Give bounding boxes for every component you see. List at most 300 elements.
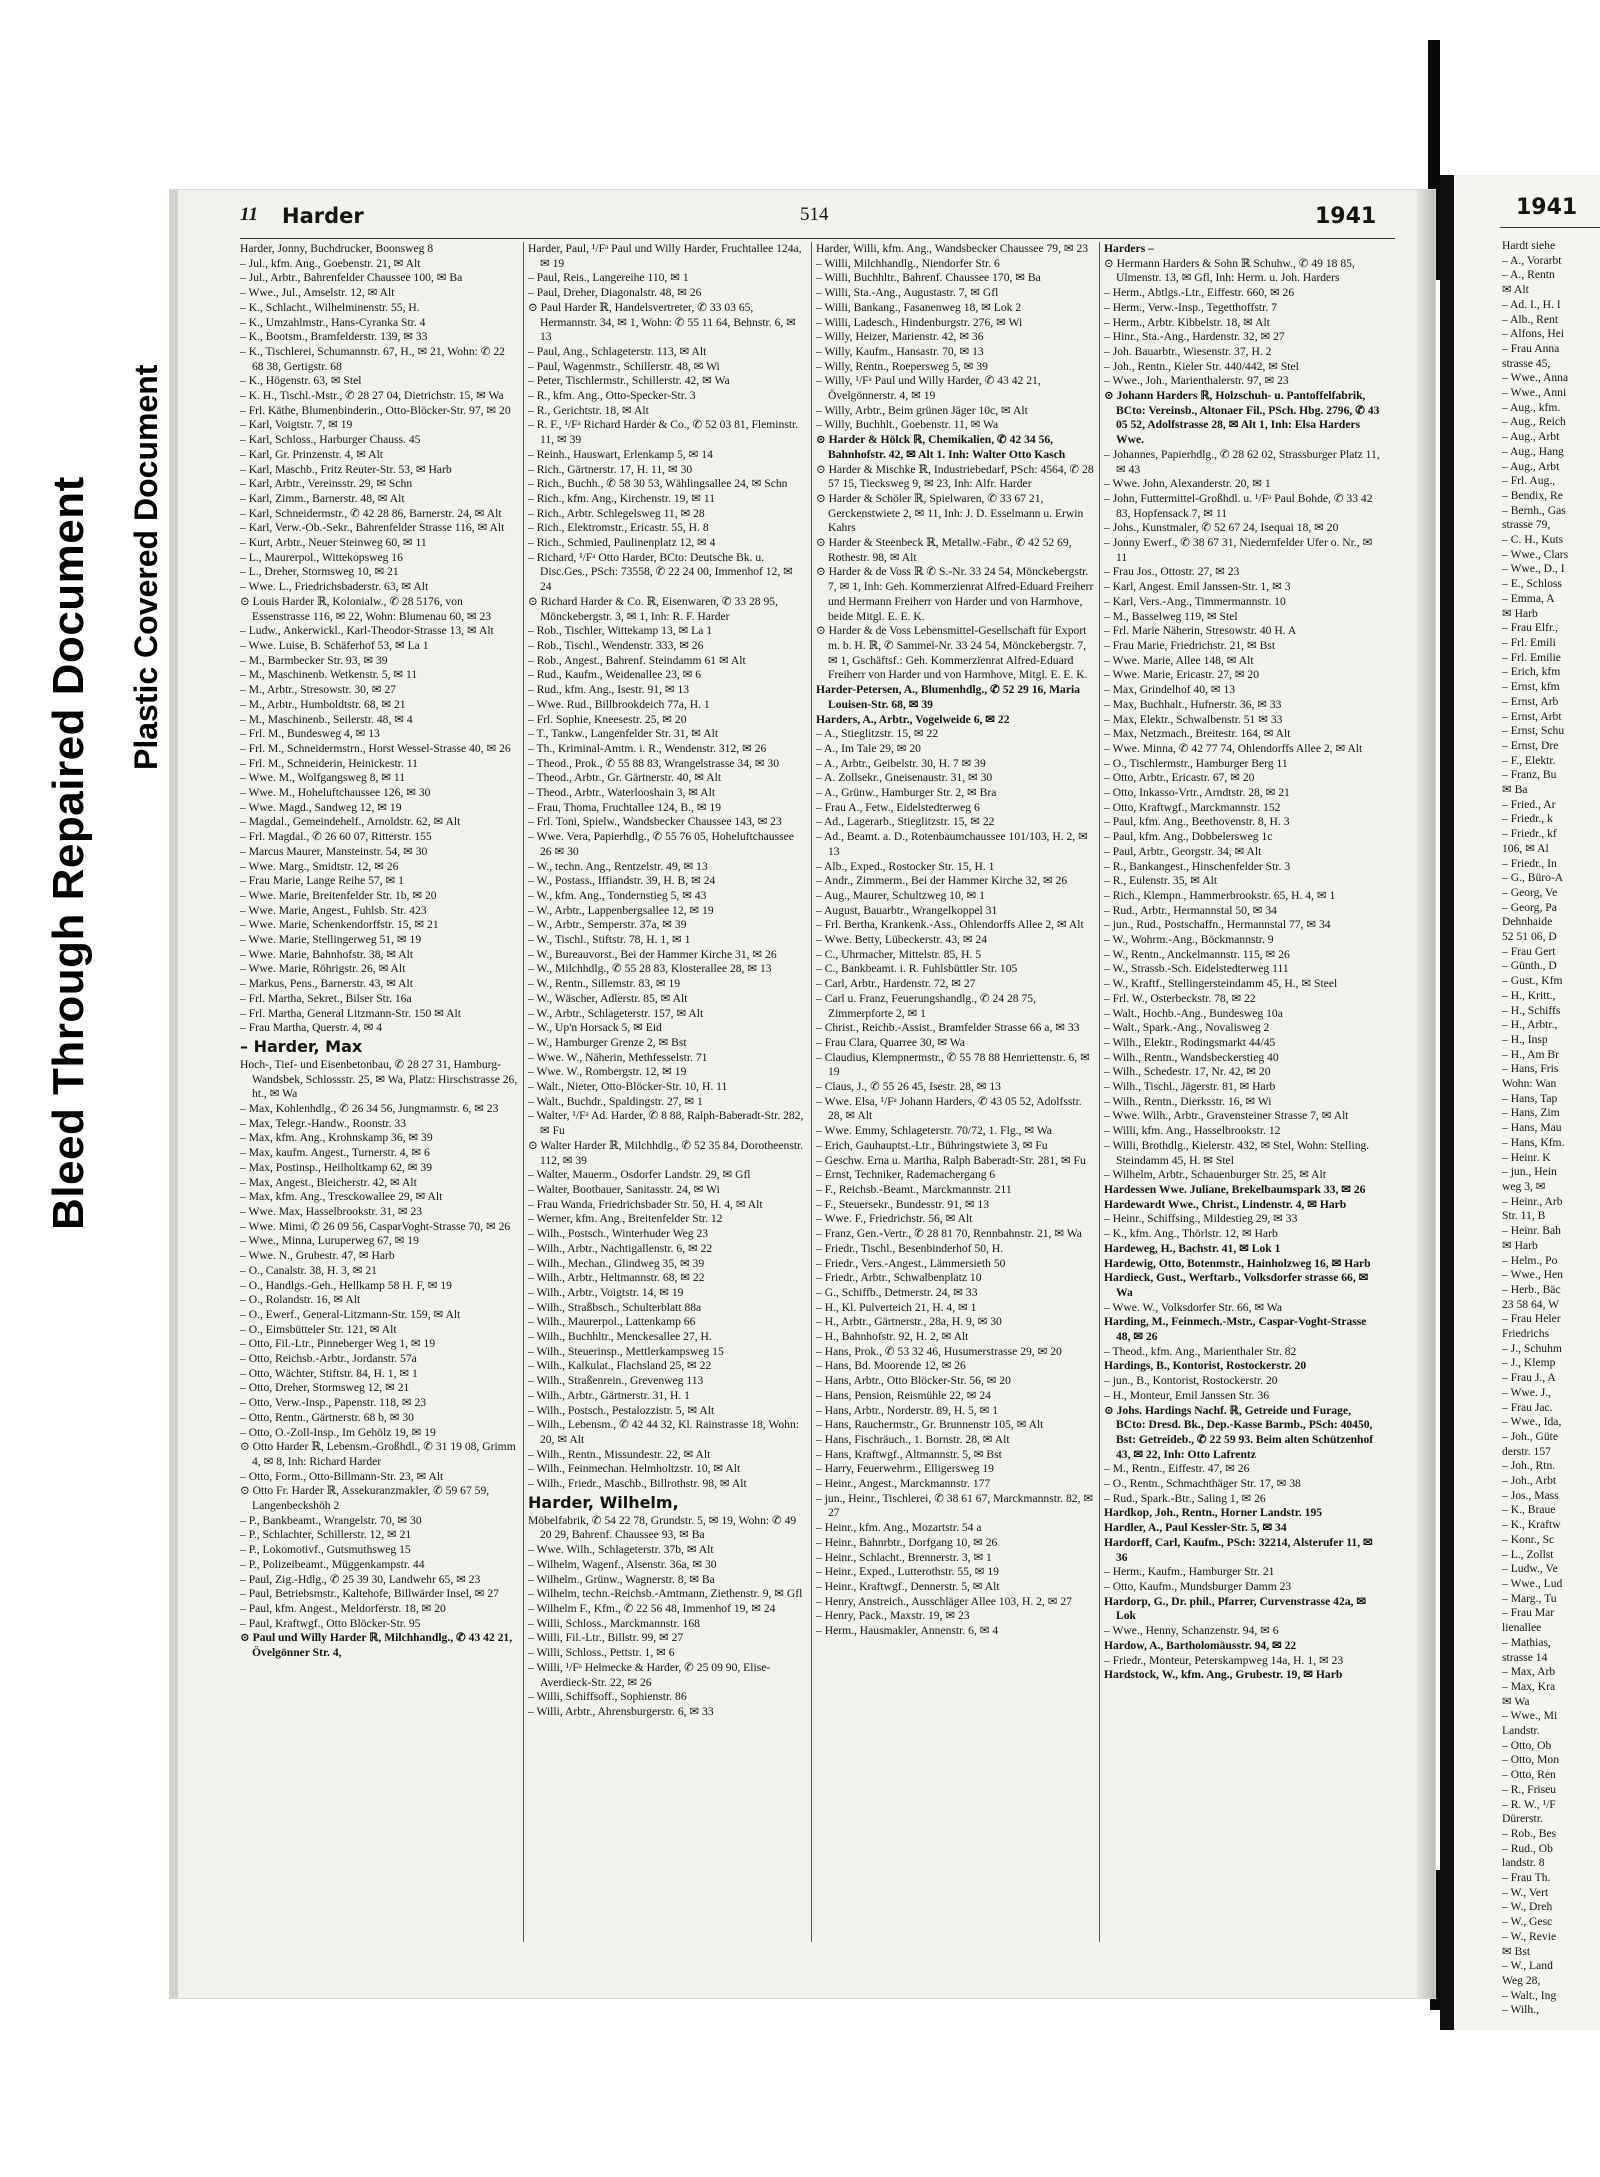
directory-entry: – T., Tankw., Langenfelder Str. 31, ✉ Alt [528,727,719,741]
directory-entry: – Rud., Kaufm., Weidenallee 23, ✉ 6 [528,668,702,682]
directory-entry: – Heinr., Exped., Lutterothstr. 55, ✉ 19 [816,1565,999,1579]
directory-entry: – Wwe. L., Friedrichsbaderstr. 63, ✉ Alt [240,580,429,594]
directory-entry: – Wwe., Ida, [1502,1415,1562,1429]
directory-entry: – W., Tischl., Stiftstr. 78, H. 1, ✉ 1 [528,933,691,947]
directory-entry: – Paul, kfm. Ang., Beethovenstr. 8, H. 3 [1104,815,1290,829]
directory-entry: – Willi, Brothdlg., Kielerstr. 432, ✉ Stel, Wohn: Stelling. Steindamm 45, H. ✉ Stel [1104,1138,1370,1167]
directory-entry: – R., Eulenstr. 35, ✉ Alt [1104,874,1218,888]
directory-entry: – Joh., Güte [1502,1429,1559,1443]
directory-entry: – Heinr., Kraftwgf., Dennerstr. 5, ✉ Alt [816,1579,1000,1593]
directory-entry: – Frl. Aug., [1502,474,1556,488]
directory-entry: landstr. 8 [1502,1856,1545,1870]
directory-entry: – R., kfm. Ang., Otto-Specker-Str. 3 [528,389,696,403]
directory-entry: – P., Lokomotivf., Gutsmuthsweg 15 [240,1543,411,1557]
directory-entry: – Max, Buchhalt., Hufnerstr. 36, ✉ 33 [1104,697,1282,711]
directory-entry: – Franz, Gen.-Vertr., ✆ 28 81 70, Rennbahnstr. 21, ✉ Wa [816,1227,1082,1241]
directory-entry: – R., Friseu [1502,1782,1557,1796]
directory-entry: – Walter, Bootbauer, Sanitasstr. 24, ✉ Wi [528,1183,720,1196]
directory-entry: – Friedr., Vers.-Angest., Lämmersieth 50 [816,1256,1006,1270]
directory-entry: – Erich, kfm [1502,665,1561,679]
directory-entry: – Wilh., Maurerpol., Lattenkamp 66 [528,1315,696,1329]
directory-entry: – Rich., Buchh., ✆ 58 30 53, Wählingsallee 24, ✉ Schn [528,477,788,491]
directory-entry: ⊙ Paul und Willy Harder ℝ, Milchhandlg., ✆ 43 42 21, Övelgönner Str. 4, [240,1631,513,1660]
directory-entry: – Walt., Hochb.-Ang., Bundesweg 10a [1104,1006,1283,1020]
directory-entry: – Ernst, kfm [1502,680,1560,694]
directory-entry: – Otto, Ob [1502,1738,1552,1752]
directory-entry: – A., Rentn [1502,268,1555,282]
directory-entry: – Otto, Form., Otto-Billmann-Str. 23, ✉ Alt [240,1469,444,1483]
directory-entry: – J., Klemp [1502,1356,1556,1370]
directory-entry: – Karl, Angest. Emil Janssen-Str. 1, ✉ 3 [1104,580,1291,594]
directory-entry: – Frau Marie, Friedrichstr. 21, ✉ Bst [1104,638,1276,652]
directory-entry: – W., kfm. Ang., Tondernstieg 5, ✉ 43 [528,888,707,902]
directory-entry: – Frau Anna [1502,341,1560,355]
directory-entry: – Friedr., Tischl., Besenbinderhof 50, H. [816,1241,1004,1255]
directory-entry: – Johannes, Papierhdlg., ✆ 28 62 02, Strassburger Platz 11, ✉ 43 [1104,447,1380,476]
directory-entry: – A., Vorarbt [1502,253,1562,267]
directory-entry: – Rich., Klempn., Hammerbrookstr. 65, H. 4, ✉ 1 [1104,888,1336,902]
directory-entry: – M., Barmbecker Str. 93, ✉ 39 [240,653,388,667]
directory-entry: – M., Basselweg 119, ✉ Stel [1104,609,1238,623]
directory-entry: Harder, Wilhelm, [528,1492,679,1512]
directory-entry: strasse 45, [1502,356,1551,370]
directory-entry: Harding, M., Feinmech.-Mstr., Caspar-Voght-Strasse 48, ✉ 26 [1104,1315,1367,1344]
directory-entry: Weg 28, [1502,1973,1541,1987]
directory-entry: – Rich., Schmied, Paulinenplatz 12, ✉ 4 [528,536,716,550]
directory-entry: – L., Dreher, Stormsweg 10, ✉ 21 [240,565,399,579]
directory-entry: – Wwe. Rud., Billbrookdeich 77a, H. 1 [528,697,710,711]
directory-entry: – Willi, Schiffsoff., Sophienstr. 86 [528,1690,687,1704]
directory-entry: – Wwe. Emmy, Schlageterstr. 70/72, 1. Flg., ✉ Wa [816,1124,1052,1138]
directory-entry: – Willi, Milchhandlg., Niendorfer Str. 6 [816,256,1000,270]
directory-entry: – Paul, Zig.-Hdlg., ✆ 25 39 30, Landwehr 65, ✉ 23 [240,1572,481,1586]
directory-entry: – K., Högenstr. 63, ✉ Stel [240,374,362,388]
directory-entry: – Hans, Mau [1502,1121,1562,1135]
directory-entry: – Wwe. Mimi, ✆ 26 09 56, CasparVoght-Strasse 70, ✉ 26 [240,1219,511,1233]
directory-entry: – Paul, Betriebsmstr., Kaltehofe, Billwärder Insel, ✉ 27 [240,1587,499,1601]
directory-entry: – Alb., Exped., Rostocker Str. 15, H. 1 [816,859,995,873]
directory-entry: – Max, Netzmach., Breitestr. 164, ✉ Alt [1104,727,1291,741]
directory-entry: – Max, Kohlenhdlg., ✆ 26 34 56, Jungmannstr. 6, ✉ 23 [240,1102,499,1116]
directory-entry: – Wwe. W., Volksdorfer Str. 66, ✉ Wa [1104,1300,1282,1314]
directory-entry: – Markus, Pens., Barnerstr. 43, ✉ Alt [240,977,413,991]
directory-entry: – Ad., Lagerarb., Stieglitzstr. 15, ✉ 22 [816,815,995,829]
directory-entry: – Wilh., Postsch., Winterhuder Weg 23 [528,1227,709,1241]
page-header [170,198,1435,238]
directory-entry: – Wilh., Friedr., Maschb., Billrothstr. 98, ✉ Alt [528,1477,747,1491]
directory-entry: – W., Arbtr., Lappenbergsallee 12, ✉ 19 [528,903,714,917]
directory-entry: Hardstock, W., kfm. Ang., Grubestr. 19, ✉ Harb [1104,1668,1343,1682]
directory-entry: – R. W., ¹/F [1502,1797,1556,1811]
directory-entry: – Karl, Verw.-Ob.-Sekr., Bahrenfelder Strasse 116, ✉ Alt [240,521,505,535]
directory-entry: ⊙ Paul Harder ℝ, Handelsvertreter, ✆ 33 03 65, Hermannstr. 34, ✉ 1, Wohn: ✆ 55 11 64, Behnstr. 6, ✉ 13 [528,300,796,344]
directory-entry: – K., Tischlerei, Schumannstr. 67, H., ✉ 21, Wohn: ✆ 22 68 38, Gertigstr. 68 [240,344,505,373]
directory-entry: 106, ✉ Al [1502,841,1549,855]
directory-entry: – Wwe., Jul., Amselstr. 12, ✉ Alt [240,286,395,300]
directory-entry: – A., Stieglitzstr. 15, ✉ 22 [816,727,939,741]
directory-entry: – Ludw., Ankerwickl., Karl-Theodor-Strasse 13, ✉ Alt [240,624,494,638]
directory-entry: – Christ., Reichb.-Assist., Bramfelder Strasse 66 a, ✉ 33 [816,1021,1080,1035]
directory-entry: – Willi, Schloss., Pettstr. 1, ✉ 6 [528,1646,675,1660]
directory-entry: – Rud., Spark.-Btr., Saling 1, ✉ 26 [1104,1491,1266,1505]
directory-entry: – Wwe. Marie, Angest., Fuhlsb. Str. 423 [240,903,427,917]
directory-entry: – Wwe. Marie, Breitenfelder Str. 1b, ✉ 20 [240,888,437,902]
directory-entry: – Willy, Arbtr., Beim grünen Jäger 10c, ✉ Alt [816,403,1028,417]
directory-entry: – Hans, Tap [1502,1091,1558,1105]
directory-entry: – Georg, Pa [1502,900,1557,914]
directory-entry: – Peter, Tischlermstr., Schillerstr. 42, ✉ Wa [528,374,730,388]
directory-entry: strasse 14 [1502,1650,1548,1664]
directory-entry: – H., Schiffs [1502,1003,1561,1017]
directory-entry: – Geschw. Erna u. Martha, Ralph Baberadt-Str. 281, ✉ Fu [816,1153,1086,1167]
directory-entry: – Willi, Bankang., Fasanenweg 18, ✉ Lok 2 [816,300,1022,314]
directory-entry: – Alfons, Hei [1502,327,1565,341]
directory-entry: – C. H., Kuts [1502,533,1564,547]
directory-entry: – Frau Th. [1502,1871,1551,1885]
directory-entry: Harder, Willi, kfm. Ang., Wandsbecker Chaussee 79, ✉ 23 [816,242,1089,255]
directory-entry: – Franz, Bu [1502,768,1557,782]
directory-entry: – Frau Marie, Lange Reihe 57, ✉ 1 [240,874,404,888]
directory-entry: – Willi, ¹/Fᵃ Helmecke & Harder, ✆ 25 09 90, Elise-Averdieck-Str. 22, ✉ 26 [528,1660,771,1689]
directory-entry: – Wilh., Lebensm., ✆ 42 44 32, Kl. Rainstrasse 18, Wohn: 20, ✉ Alt [528,1418,799,1446]
column-3 [816,242,1094,1942]
directory-entry: – Willi, Ladesch., Hindenburgstr. 276, ✉ Wi [816,315,1023,329]
directory-entry: ⊙ Louis Harder ℝ, Kolonialw., ✆ 28 5176, von Essenstrasse 116, ✉ 22, Wohn: Blumenau 60, ✉ 23 [240,594,492,623]
directory-entry: – Aug., Arbt [1502,459,1560,473]
directory-entry: Dürerstr. [1502,1812,1543,1826]
directory-entry: – M., Maschinenb. Wetkenstr. 5, ✉ 11 [240,668,418,682]
directory-entry: – W., Postass., Iffiandstr. 39, H. B, ✉ 24 [528,874,716,888]
directory-entry: – Kurt, Arbtr., Neuer Steinweg 60, ✉ 11 [240,536,427,550]
directory-entry: ⊙ Johann Harders ℝ, Holzschuh- u. Pantoffelfabrik, BCto: Vereinsb., Altonaer Fil., PSch. Hbg. 2796, ✆ 43 05 52, Adolfstrasse 28, ✉ Alt 1, Inh: Elsa Harders Wwe. [1104,389,1380,447]
directory-entry: – O., Canalstr. 38, H. 3, ✉ 21 [240,1263,377,1277]
directory-entry: – W., Rentn., Sillemstr. 83, ✉ 19 [528,977,681,991]
column-divider [1099,242,1100,1942]
directory-entry: – Wwe. Marie, Allee 148, ✉ Alt [1104,653,1254,667]
directory-entry: Hardings, B., Kontorist, Rostockerstr. 20 [1104,1359,1307,1373]
directory-entry: ⊙ Harder & Schöler ℝ, Spielwaren, ✆ 33 67 21, Gerckenstwiete 2, ✉ 11, Inh: J. D. Esselmann u. Erwin Kahrs [816,491,1084,535]
directory-entry: – Wwe. Magd., Sandweg 12, ✉ 19 [240,800,402,814]
directory-entry: – Frl. Emili [1502,635,1556,649]
directory-entry: – Rob., Tischler, Wittekamp 13, ✉ La 1 [528,624,713,638]
directory-entry: – Reinh., Hauswart, Erlenkamp 5, ✉ 14 [528,447,713,461]
directory-entry: – Herm., Abtlgs.-Ltr., Eiffestr. 660, ✉ 26 [1104,286,1295,300]
directory-entry: Landstr. [1502,1724,1540,1738]
directory-entry: ⊙ Harder & Hölck ℝ, Chemikalien, ✆ 42 34 56, Bahnhofstr. 42, ✉ Alt 1. Inh: Walter Otto Kasch [816,433,1066,461]
directory-entry: – Jonny Ewerf., ✆ 38 67 31, Niedernfelder Ufer o. Nr., ✉ 11 [1104,536,1373,564]
directory-entry: – Frau Wanda, Friedrichsbader Str. 50, H. 4, ✉ Alt [528,1197,763,1211]
directory-entry: – K. H., Tischl.-Mstr., ✆ 28 27 04, Dietrichstr. 15, ✉ Wa [240,389,504,403]
directory-entry: – P., Polizeibeamt., Müggenkampstr. 44 [240,1557,425,1571]
directory-entry: – Hans, Prok., ✆ 53 32 46, Husumerstrasse 29, ✉ 20 [816,1344,1062,1358]
directory-entry: – Hinr., Sta.-Ang., Hardenstr. 32, ✉ 27 [1104,330,1285,344]
directory-entry: – M., Maschinenb., Seilerstr. 48, ✉ 4 [240,712,413,726]
directory-entry: – Wilh., Steuerinsp., Mettlerkampsweg 15 [528,1344,724,1358]
directory-entry: – Wwe. Max, Hasselbrookstr. 31, ✉ 23 [240,1205,423,1218]
directory-entry: – W., Bureauvorst., Bei der Hammer Kirche 31, ✉ 26 [528,947,777,961]
directory-entry: Wohn: Wan [1502,1077,1557,1091]
directory-entry: – Wwe. Marie, Stellingerweg 51, ✉ 19 [240,933,422,947]
directory-entry: – Wilhelm, Arbtr., Schauenburger Str. 25, ✉ Alt [1104,1168,1327,1182]
directory-entry: – Karl, Zimm., Barnerstr. 48, ✉ Alt [240,491,405,505]
directory-entry: – H., Kritt., [1502,988,1556,1002]
directory-entry: – K., Umzahlmstr., Hans-Cyranka Str. 4 [240,315,426,329]
directory-entry: – Wilh., Rentn., Wandsbeckerstieg 40 [1104,1050,1279,1064]
directory-entry: – H., Bahnhofstr. 92, H. 2, ✉ Alt [816,1330,969,1344]
directory-entry: – H., Kl. Pulverteich 21, H. 4, ✉ 1 [816,1300,977,1314]
directory-entry: Harders – [1104,242,1154,255]
directory-entry: lienallee [1502,1621,1542,1635]
directory-entry: Hardorp, G., Dr. phil., Pfarrer, Curvenstrasse 42a, ✉ Lok [1104,1594,1367,1623]
directory-entry: – Aug., Maurer, Schultzweg 10, ✉ 1 [816,888,985,902]
directory-entry: – Georg, Ve [1502,885,1558,899]
directory-entry: – Herm., Arbtr. Kibbelstr. 18, ✉ Alt [1104,315,1270,329]
directory-entry: – Wwe. Minna, ✆ 42 77 74, Ohlendorffs Allee 2, ✉ Alt [1104,741,1363,755]
directory-entry: – Frl. Käthe, Blumenbinderin., Otto-Blöcker-Str. 97, ✉ 20 [240,403,511,417]
directory-entry: – Ernst, Schu [1502,724,1565,738]
directory-entry: – W., Hamburger Grenze 2, ✉ Bst [528,1035,687,1049]
directory-entry: – Harder, Max [240,1036,363,1056]
directory-entry: – Herm., Verw.-Insp., Tegetthoffstr. 7 [1104,300,1277,314]
directory-entry: – Otto, Fil.-Ltr., Pinneberger Weg 1, ✉ 19 [240,1337,436,1351]
directory-entry: – Otto, O.-Zoll-Insp., Im Gehölz 19, ✉ 19 [240,1425,436,1439]
directory-entry: – Wwe. Marg., Smidtstr. 12, ✉ 26 [240,859,399,873]
directory-entry: – A., Arbtr., Geibelstr. 30, H. 7 ✉ 39 [816,756,986,770]
directory-entry: – Rud., kfm. Ang., Isestr. 91, ✉ 13 [528,683,690,697]
directory-entry: – Helm., Po [1502,1253,1558,1267]
directory-entry: – Wilh., Rentn., Missundestr. 22, ✉ Alt [528,1447,711,1461]
directory-entry: – Carl u. Franz, Feuerungshandlg., ✆ 24 28 75, Zimmerpforte 2, ✉ 1 [816,991,1036,1020]
directory-entry: – W., Arbtr., Schlageterstr. 157, ✉ Alt [528,1006,704,1020]
directory-entry: – Aug., Hang [1502,444,1564,458]
directory-entry: – Wwe. Marie, Ericastr. 27, ✉ 20 [1104,668,1260,682]
directory-entry: – Willy, Kaufm., Hansastr. 70, ✉ 13 [816,344,984,358]
directory-entry: – W., Kraftf., Stellingersteindamm 45, H., ✉ Steel [1104,977,1338,991]
directory-entry: – Max, kfm. Ang., Krohnskamp 36, ✉ 39 [240,1131,433,1145]
directory-entry: – Frau J., A [1502,1371,1556,1385]
directory-entry: – E., Schloss [1502,577,1562,591]
directory-entry: – Wwe. J., [1502,1385,1552,1399]
directory-entry: – Frau Martha, Querstr. 4, ✉ 4 [240,1021,383,1035]
directory-entry: – Karl, Vers.-Ang., Timmermannstr. 10 [1104,594,1286,608]
directory-entry: ⊙ Walter Harder ℝ, Milchhdlg., ✆ 52 35 84, Dorotheenstr. 112, ✉ 39 [528,1138,804,1167]
directory-entry: – R. F., ¹/Fᵃ Richard Harder & Co., ✆ 52 03 81, Fleminstr. 11, ✉ 39 [528,418,799,447]
directory-entry: – Willi, Sta.-Ang., Augustastr. 7, ✉ Gfl [816,286,999,300]
directory-entry: – O., Ewerf., General-Litzmann-Str. 159, ✉ Alt [240,1307,461,1321]
directory-columns [240,242,1390,1942]
directory-entry: – Wwe. Wilh., Schlageterstr. 37b, ✉ Alt [528,1543,714,1557]
directory-entry: – Marcus Maurer, Mansteinstr. 54, ✉ 30 [240,844,428,858]
directory-entry: – Wilh., Rentn., Dierksstr. 16, ✉ Wi [1104,1094,1272,1108]
directory-entry: – W., Revie [1502,1929,1557,1943]
directory-entry: – W., Wäscher, Adlerstr. 85, ✉ Alt [528,991,688,1005]
directory-entry: – Frl. Emilie [1502,650,1561,664]
directory-entry: – Frau Mar [1502,1606,1555,1620]
directory-entry: – Jul., kfm. Ang., Goebenstr. 21, ✉ Alt [240,256,421,270]
directory-entry: – Wilh., Tischl., Jägerstr. 81, ✉ Harb [1104,1080,1276,1094]
directory-entry: – Claudius, Klempnermstr., ✆ 55 78 88 Henriettenstr. 6, ✉ 19 [816,1050,1090,1079]
column-1 [240,242,518,1942]
directory-entry: – Paul, Dreher, Diagonalstr. 48, ✉ 26 [528,286,702,300]
page-edge-shadow [170,190,178,1998]
directory-entry: – Otto, Kaufm., Mundsburger Damm 23 [1104,1579,1292,1593]
directory-entry: – Theod., Arbtr., Waterlooshain 3, ✉ Alt [528,786,716,800]
bleed-through-label: Bleed Through Repaired Document [44,476,93,1230]
directory-entry: – Hans, Kraftwgf., Altmannstr. 5, ✉ Bst [816,1447,1002,1461]
plastic-covered-label: Plastic Covered Document [128,364,164,770]
page-number: 514 [800,204,829,225]
directory-entry: – Willy, Buchhlt., Goebenstr. 11, ✉ Wa [816,418,999,432]
directory-entry: – Alb., Rent [1502,312,1559,326]
directory-entry: Hardow, A., Bartholomäusstr. 94, ✉ 22 [1104,1638,1297,1652]
directory-entry: – Aug., Arbt [1502,430,1560,444]
directory-entry: – jun., Hein [1502,1165,1557,1179]
directory-entry: – M., Rentn., Eiffestr. 47, ✉ 26 [1104,1462,1250,1476]
directory-entry: – Joh., Rtn. [1502,1459,1556,1473]
directory-entry: – Emma, A [1502,591,1555,605]
directory-entry: – Max, kfm. Ang., Tresckowallee 29, ✉ Alt [240,1190,443,1204]
directory-entry: – Karl, Voigtstr. 7, ✉ 19 [240,418,353,432]
directory-entry: – Joh., Rentn., Kieler Str. 440/442, ✉ Stel [1104,359,1299,373]
directory-page [170,190,1435,1998]
directory-entry: – Wwe., Lud [1502,1576,1563,1590]
directory-entry: – Willi, Arbtr., Ahrensburgerstr. 6, ✉ 33 [528,1704,714,1718]
directory-entry: ⊙ Harder & de Voss Lebensmittel-Gesellschaft für Export m. b. H. ℝ, ✆ Sammel-Nr. 33 24 54, Mönckebergstr. 7, ✉ 1, Gschäftsf.: Geh. Kommerzienrat Alfred-Eduard Freiherr von Harder und von Harmhove, Mitgl. E. E. K. [816,624,1088,682]
directory-entry: – O., Rentn., Schmachthäger Str. 17, ✉ 38 [1104,1477,1301,1491]
directory-entry: – O., Eimsbütteler Str. 121, ✉ Alt [240,1322,397,1336]
directory-entry: ⊙ Richard Harder & Co. ℝ, Eisenwaren, ✆ 33 28 95, Mönckebergstr. 3, ✉ 1, Inh: R. F. Harder [528,594,778,623]
directory-entry: Dehnhaide [1502,915,1553,929]
directory-entry: – Ernst, Arbt [1502,709,1562,723]
directory-entry: – Wwe. Luise, B. Schäferhof 53, ✉ La 1 [240,638,429,652]
directory-entry: – Frl. Martha, Sekret., Bilser Str. 16a [240,991,412,1005]
directory-entry: – W., techn. Ang., Rentzelstr. 49, ✉ 13 [528,859,708,873]
directory-entry: – W., Milchhdlg., ✆ 55 28 83, Klosterallee 28, ✉ 13 [528,962,772,976]
directory-entry: – Otto, Ren [1502,1768,1556,1782]
directory-entry: ✉ Wa [1502,1694,1530,1708]
directory-entry: – Hans, Fischräuch., 1. Bornstr. 28, ✉ Alt [816,1432,1010,1446]
directory-entry: – Frl. M., Bundesweg 4, ✉ 13 [240,727,380,741]
directory-entry: – K., kfm. Ang., Thörlstr. 12, ✉ Harb [1104,1227,1278,1241]
adjacent-page [1440,175,1600,2030]
directory-entry: Hardewardt Wwe., Christ., Lindenstr. 4, ✉ Harb [1104,1197,1347,1211]
directory-entry: – Joh., Arbt [1502,1474,1557,1488]
directory-entry: – Frau A., Fetw., Eidelstedterweg 6 [816,800,980,814]
directory-entry: – Wilh., Mechan., Glindweg 35, ✉ 39 [528,1256,705,1270]
directory-entry: Hardkop, Joh., Rentn., Horner Landstr. 195 [1104,1506,1323,1520]
directory-entry: – Karl, Schloss., Harburger Chauss. 45 [240,433,421,447]
directory-entry: derstr. 157 [1502,1444,1551,1458]
page-gutter-shadow [1417,190,1435,1998]
directory-entry: – Otto, Rentn., Gärtnerstr. 68 b, ✉ 30 [240,1410,414,1424]
directory-entry: – Gust., Kfm [1502,974,1563,988]
directory-entry: – Herm., Hausmakler, Annenstr. 6, ✉ 4 [816,1624,999,1638]
directory-entry: – Frau Heler [1502,1312,1561,1326]
directory-entry: – Wilh., Feinmechan. Helmholtzstr. 10, ✉ Alt [528,1462,741,1476]
directory-entry: – Frau Clara, Quarree 30, ✉ Wa [816,1035,965,1049]
directory-entry: – Frl. M., Schneiderin, Heinickestr. 11 [240,756,418,770]
directory-entry: – Ernst, Techniker, Rademachergang 6 [816,1168,996,1182]
directory-entry: – W., Strassb.-Sch. Eidelstedterweg 111 [1104,962,1289,976]
directory-entry: – Wilh., Elektr., Rodingsmarkt 44/45 [1104,1035,1276,1049]
directory-entry: – R., Bankangest., Hinschenfelder Str. 3 [1104,859,1291,873]
directory-entry: – Hans, Rauchermstr., Gr. Brunnenstr 105, ✉ Alt [816,1418,1044,1432]
directory-entry: – G., Büro-A [1502,871,1564,885]
directory-entry: – Rud., Arbtr., Hermannstal 50, ✉ 34 [1104,903,1277,917]
directory-entry: – Otto, Verw.-Insp., Papenstr. 118, ✉ 23 [240,1396,427,1410]
directory-entry: – Willi, kfm. Ang., Hasselbrookstr. 12 [1104,1124,1281,1138]
column-2 [528,242,806,1942]
directory-entry: – Wilh., Arbtr., Nachtigallenstr. 6, ✉ 22 [528,1241,713,1255]
directory-entry: – H., Monteur, Emil Janssen Str. 36 [1104,1388,1270,1402]
directory-entry: – Walt., Buchdr., Spaldingstr. 27, ✉ 1 [528,1094,703,1108]
directory-entry: – K., Kraftw [1502,1518,1561,1532]
directory-entry: – H., Am Br [1502,1047,1560,1061]
directory-entry: Harder, Jonny, Buchdrucker, Boonsweg 8 [240,242,434,255]
directory-entry: – Otto, Kraftwgf., Marckmannstr. 152 [1104,800,1281,814]
directory-entry: – Wilh., Straßenrein., Grevenweg 113 [528,1374,704,1388]
directory-entry: – Rob., Bes [1502,1826,1557,1840]
directory-entry: – W., Vert [1502,1885,1549,1899]
directory-entry: – J., Schuhm [1502,1341,1562,1355]
directory-entry: – Max, Grindelhof 40, ✉ 13 [1104,683,1236,697]
directory-entry: – O., Rolandstr. 16, ✉ Alt [240,1293,361,1307]
directory-entry: – Heinr., Schiffsing., Mildestieg 29, ✉ 33 [1104,1212,1298,1226]
directory-entry: 23 58 64, W [1502,1297,1560,1311]
directory-entry: – Max, Arb [1502,1665,1556,1679]
directory-entry: – Hans, Pension, Reismühle 22, ✉ 24 [816,1388,991,1402]
directory-entry: – Heinr., Arb [1502,1194,1563,1208]
directory-entry: – Willi, Buchhltr., Bahrenf. Chaussee 170, ✉ Ba [816,271,1041,285]
directory-entry: – Willy, ¹/Fᵃ Paul und Willy Harder, ✆ 43 42 21, Övelgönnerstr. 4, ✉ 19 [816,374,1041,403]
directory-entry: – Wwe. Betty, Lübeckerstr. 43, ✉ 24 [816,933,988,947]
directory-entry: – Andr., Zimmerm., Bei der Hammer Kirche 32, ✉ 26 [816,874,1068,888]
directory-entry: – Max, Elektr., Schwalbenstr. 51 ✉ 33 [1104,712,1283,726]
directory-entry: – A., Im Tale 29, ✉ 20 [816,741,921,755]
directory-entry: – W., Land [1502,1959,1553,1973]
directory-entry: Harder, Paul, ¹/Fᵃ Paul und Willy Harder, Fruchtallee 124a, ✉ 19 [528,242,802,270]
directory-entry: – Walt., Nieter, Otto-Blöcker-Str. 10, H. 11 [528,1080,728,1094]
directory-entry: – Wwe. Marie, Bahnhofstr. 38, ✉ Alt [240,947,414,961]
directory-entry: strasse 79, [1502,518,1551,532]
directory-entry: – Rob., Angest., Bahrenf. Steindamm 61 ✉ Alt [528,653,746,667]
directory-entry: – Frl. Sophie, Kneesestr. 25, ✉ 20 [528,712,687,726]
directory-entry: – Max, Angest., Bleicherstr. 42, ✉ Alt [240,1175,417,1189]
directory-entry: – Mathias, [1502,1635,1551,1649]
directory-entry: – Otto, Reichsb.-Arbtr., Jordanstr. 57a [240,1352,417,1366]
directory-entry: – Max, Postinsp., Heilholtkamp 62, ✉ 39 [240,1160,432,1174]
directory-entry: Hoch-, Tief- und Eisenbetonbau, ✆ 28 27 31, Hamburg-Wandsbek, Schlossstr. 25, ✉ Wa, Platz: Hirschstrasse 26, ht., ✉ Wa [240,1057,518,1101]
directory-entry: ✉ Harb [1502,1238,1538,1252]
header-year: 1941 [1315,204,1377,229]
directory-entry: – Walter, ¹/Fᵃ Ad. Harder, ✆ 8 88, Ralph-Baberadt-Str. 282, ✉ Fu [528,1109,804,1138]
directory-entry: – Willi, Schloss., Marckmannstr. 168 [528,1616,700,1630]
directory-entry: – Wwe. Wilh., Arbtr., Gravensteiner Strasse 7, ✉ Alt [1104,1109,1349,1123]
directory-entry: – Wwe. N., Grubestr. 47, ✉ Harb [240,1249,395,1263]
directory-entry: – Otto, Arbtr., Ericastr. 67, ✉ 20 [1104,771,1255,785]
directory-entry: – Walt., Ing [1502,1988,1557,2002]
directory-entry: – A. Zollsekr., Gneisenaustr. 31, ✉ 30 [816,771,993,785]
directory-entry: – Rud., Ob [1502,1841,1553,1855]
directory-entry: – F., Reichsb.-Beamt., Marckmannstr. 211 [816,1183,1012,1196]
directory-entry: – jun., Heinr., Tischlerei, ✆ 38 61 67, Marckmannstr. 82, ✉ 27 [816,1491,1094,1520]
directory-entry: Hardorff, Carl, Kaufm., PSch: 32214, Alsterufer 11, ✉ 36 [1104,1535,1373,1564]
directory-entry: – Wilhelm, Wagenf., Alsenstr. 36a, ✉ 30 [528,1557,717,1571]
directory-entry: – Otto, Wächter, Stiftstr. 84, H. 1, ✉ 1 [240,1366,418,1380]
directory-entry: – Th., Kriminal-Amtm. i. R., Wendenstr. 312, ✉ 26 [528,741,767,755]
directory-entry: – Wilh., [1502,2003,1540,2017]
directory-entry: – Wwe., Henny, Schanzenstr. 94, ✉ 6 [1104,1624,1279,1638]
